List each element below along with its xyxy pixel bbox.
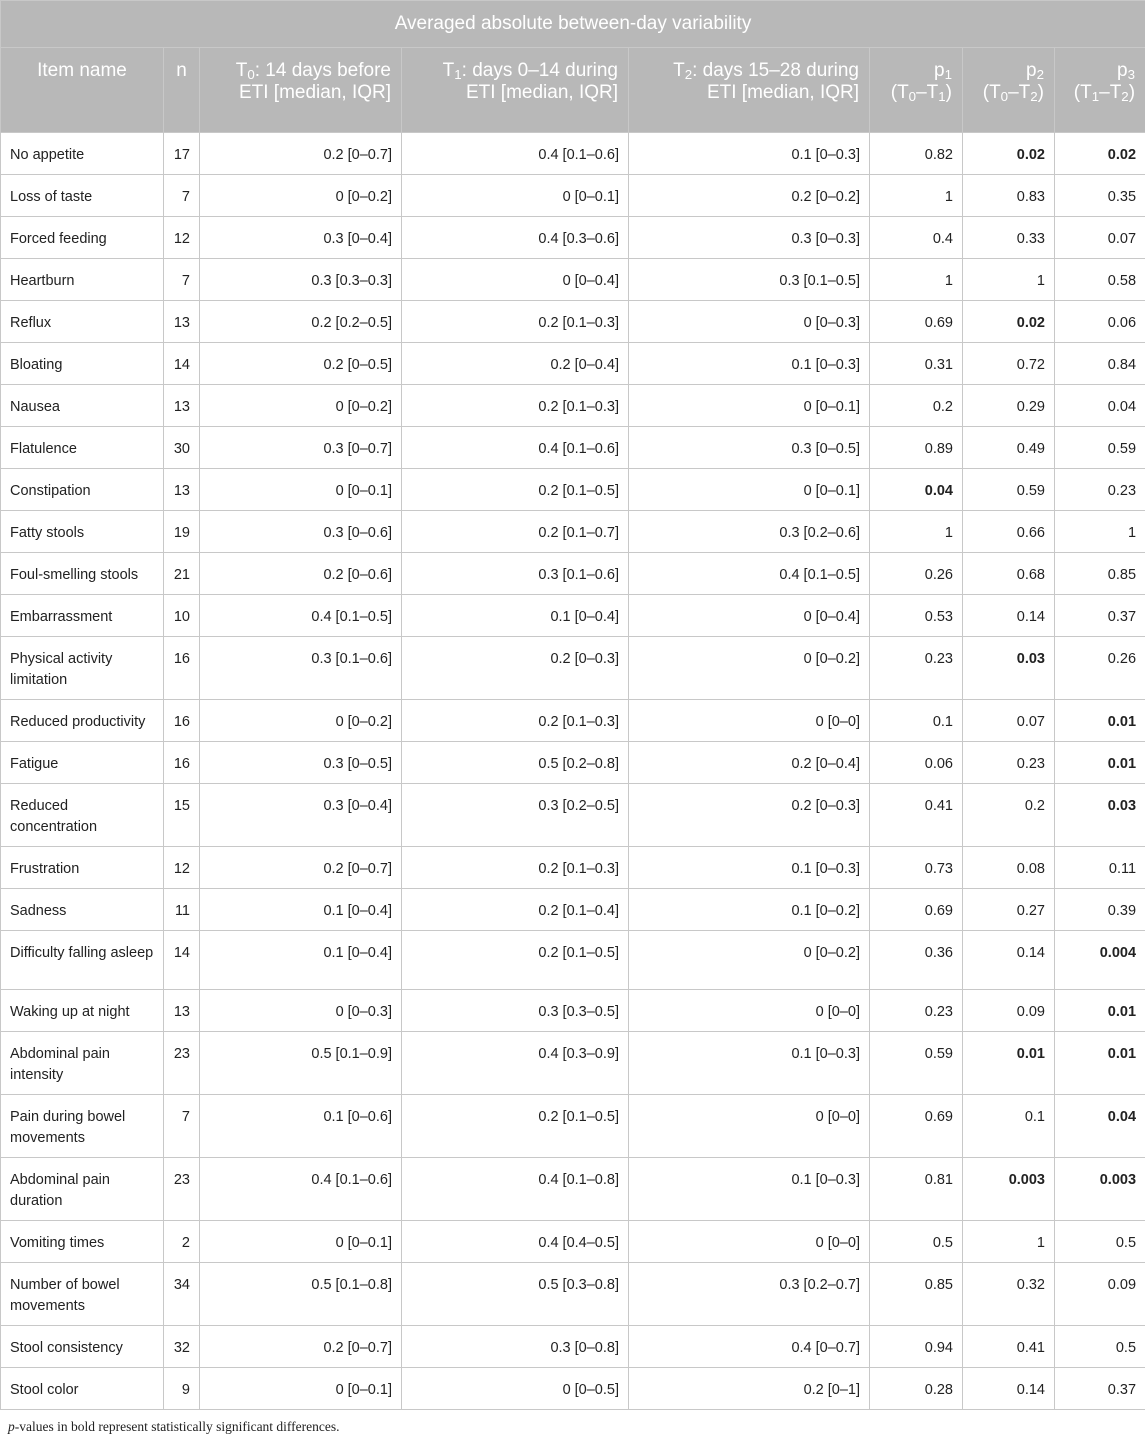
n-cell: 11 bbox=[164, 889, 200, 931]
n-cell: 14 bbox=[164, 343, 200, 385]
t0-cell: 0 [0–0.2] bbox=[200, 700, 402, 742]
p3-cell: 0.85 bbox=[1055, 553, 1145, 595]
t2-cell: 0 [0–0] bbox=[629, 1095, 870, 1158]
n-cell: 2 bbox=[164, 1221, 200, 1263]
p1-cell: 0.69 bbox=[870, 1095, 963, 1158]
t2-cell: 0.2 [0–0.2] bbox=[629, 175, 870, 217]
table-row bbox=[1, 133, 1145, 175]
t2-cell: 0 [0–0.4] bbox=[629, 595, 870, 637]
n-cell: 17 bbox=[164, 133, 200, 175]
t2-cell: 0 [0–0] bbox=[629, 990, 870, 1032]
p2-cell: 0.29 bbox=[963, 385, 1055, 427]
item-name-cell: Flatulence bbox=[1, 427, 164, 469]
t1-cell: 0 [0–0.5] bbox=[402, 1368, 629, 1410]
p2-cell: 1 bbox=[963, 259, 1055, 301]
table-row bbox=[1, 1158, 1145, 1221]
p3-cell: 0.06 bbox=[1055, 301, 1145, 343]
p1-cell: 0.23 bbox=[870, 637, 963, 700]
t0-cell: 0.2 [0–0.7] bbox=[200, 133, 402, 175]
p3-cell: 0.09 bbox=[1055, 1263, 1145, 1326]
p3-cell: 0.01 bbox=[1055, 1032, 1145, 1095]
t0-cell: 0.3 [0–0.6] bbox=[200, 511, 402, 553]
p2-cell: 0.03 bbox=[963, 637, 1055, 700]
t0-cell: 0.3 [0.1–0.6] bbox=[200, 637, 402, 700]
p2-cell: 0.1 bbox=[963, 1095, 1055, 1158]
t1-cell: 0 [0–0.4] bbox=[402, 259, 629, 301]
t2-cell: 0.2 [0–0.3] bbox=[629, 784, 870, 847]
item-name-cell: Physical activity limitation bbox=[1, 637, 164, 700]
header-t2: $T_2$: days 15–28 during ETI [median, IQR] bbox=[629, 48, 870, 133]
table-row bbox=[1, 385, 1145, 427]
p3-cell: 0.04 bbox=[1055, 385, 1145, 427]
p3-cell: 0.26 bbox=[1055, 637, 1145, 700]
table-row bbox=[1, 1221, 1145, 1263]
n-cell: 7 bbox=[164, 259, 200, 301]
item-name-cell: Fatigue bbox=[1, 742, 164, 784]
t0-cell: 0 [0–0.3] bbox=[200, 990, 402, 1032]
item-name-cell: Reduced concentration bbox=[1, 784, 164, 847]
t1-cell: 0.3 [0.1–0.6] bbox=[402, 553, 629, 595]
p1-cell: 0.69 bbox=[870, 889, 963, 931]
t1-cell: 0.4 [0.1–0.8] bbox=[402, 1158, 629, 1221]
t1-cell: 0.5 [0.2–0.8] bbox=[402, 742, 629, 784]
p2-cell: 0.41 bbox=[963, 1326, 1055, 1368]
table-row bbox=[1, 343, 1145, 385]
p2-cell: 0.72 bbox=[963, 343, 1055, 385]
p3-cell: 0.11 bbox=[1055, 847, 1145, 889]
n-cell: 16 bbox=[164, 637, 200, 700]
t1-cell: 0.3 [0.2–0.5] bbox=[402, 784, 629, 847]
table-row bbox=[1, 700, 1145, 742]
p3-cell: 0.07 bbox=[1055, 217, 1145, 259]
n-cell: 10 bbox=[164, 595, 200, 637]
t1-cell: 0.2 [0–0.4] bbox=[402, 343, 629, 385]
t0-cell: 0.5 [0.1–0.9] bbox=[200, 1032, 402, 1095]
table-row bbox=[1, 511, 1145, 553]
t1-cell: 0.2 [0.1–0.3] bbox=[402, 301, 629, 343]
t0-cell: 0.3 [0–0.5] bbox=[200, 742, 402, 784]
t0-cell: 0.4 [0.1–0.5] bbox=[200, 595, 402, 637]
t2-cell: 0.1 [0–0.2] bbox=[629, 889, 870, 931]
table-row bbox=[1, 889, 1145, 931]
t0-cell: 0.4 [0.1–0.6] bbox=[200, 1158, 402, 1221]
t2-cell: 0.4 [0.1–0.5] bbox=[629, 553, 870, 595]
t2-cell: 0.3 [0–0.5] bbox=[629, 427, 870, 469]
table-row bbox=[1, 1263, 1145, 1326]
p3-cell: 0.03 bbox=[1055, 784, 1145, 847]
p1-cell: 0.1 bbox=[870, 700, 963, 742]
item-name-cell: Difficulty falling asleep bbox=[1, 931, 164, 990]
t1-cell: 0.2 [0.1–0.4] bbox=[402, 889, 629, 931]
p2-cell: 0.07 bbox=[963, 700, 1055, 742]
p3-cell: 0.5 bbox=[1055, 1221, 1145, 1263]
t2-cell: 0.1 [0–0.3] bbox=[629, 847, 870, 889]
n-cell: 15 bbox=[164, 784, 200, 847]
t0-cell: 0 [0–0.1] bbox=[200, 1221, 402, 1263]
t1-cell: 0.3 [0.3–0.5] bbox=[402, 990, 629, 1032]
p1-cell: 0.4 bbox=[870, 217, 963, 259]
p2-cell: 0.27 bbox=[963, 889, 1055, 931]
p1-cell: 0.73 bbox=[870, 847, 963, 889]
item-name-cell: Reflux bbox=[1, 301, 164, 343]
t1-cell: 0.2 [0–0.3] bbox=[402, 637, 629, 700]
header-n: n bbox=[164, 48, 200, 133]
p1-cell: 1 bbox=[870, 175, 963, 217]
n-cell: 32 bbox=[164, 1326, 200, 1368]
item-name-cell: Vomiting times bbox=[1, 1221, 164, 1263]
p1-cell: 0.36 bbox=[870, 931, 963, 990]
t0-cell: 0.3 [0–0.4] bbox=[200, 784, 402, 847]
t2-cell: 0.3 [0.2–0.6] bbox=[629, 511, 870, 553]
t2-cell: 0.1 [0–0.3] bbox=[629, 133, 870, 175]
t2-cell: 0.4 [0–0.7] bbox=[629, 1326, 870, 1368]
p1-cell: 0.2 bbox=[870, 385, 963, 427]
t0-cell: 0 [0–0.2] bbox=[200, 385, 402, 427]
t1-cell: 0.3 [0–0.8] bbox=[402, 1326, 629, 1368]
t1-cell: 0.2 [0.1–0.5] bbox=[402, 469, 629, 511]
table-title: Averaged absolute between-day variability bbox=[1, 1, 1145, 48]
item-name-cell: Fatty stools bbox=[1, 511, 164, 553]
t1-cell: 0.4 [0.3–0.6] bbox=[402, 217, 629, 259]
n-cell: 13 bbox=[164, 385, 200, 427]
t0-cell: 0.2 [0–0.7] bbox=[200, 1326, 402, 1368]
n-cell: 30 bbox=[164, 427, 200, 469]
t1-cell: 0.2 [0.1–0.5] bbox=[402, 931, 629, 990]
item-name-cell: Nausea bbox=[1, 385, 164, 427]
n-cell: 21 bbox=[164, 553, 200, 595]
p3-cell: 0.35 bbox=[1055, 175, 1145, 217]
t2-cell: 0 [0–0.3] bbox=[629, 301, 870, 343]
n-cell: 23 bbox=[164, 1032, 200, 1095]
n-cell: 34 bbox=[164, 1263, 200, 1326]
t2-cell: 0 [0–0.2] bbox=[629, 931, 870, 990]
t0-cell: 0.2 [0–0.6] bbox=[200, 553, 402, 595]
t1-cell: 0.2 [0.1–0.3] bbox=[402, 847, 629, 889]
p3-cell: 0.58 bbox=[1055, 259, 1145, 301]
item-name-cell: Abdominal pain intensity bbox=[1, 1032, 164, 1095]
header-t1: $T_1$: days 0–14 during ETI [median, IQR] bbox=[402, 48, 629, 133]
t1-cell: 0.1 [0–0.4] bbox=[402, 595, 629, 637]
p2-cell: 0.01 bbox=[963, 1032, 1055, 1095]
t0-cell: 0.1 [0–0.6] bbox=[200, 1095, 402, 1158]
p3-cell: 0.01 bbox=[1055, 990, 1145, 1032]
t1-cell: 0.2 [0.1–0.3] bbox=[402, 385, 629, 427]
n-cell: 13 bbox=[164, 990, 200, 1032]
table-row bbox=[1, 784, 1145, 847]
p3-cell: 0.004 bbox=[1055, 931, 1145, 990]
p2-cell: 0.83 bbox=[963, 175, 1055, 217]
p3-cell: 0.59 bbox=[1055, 427, 1145, 469]
t1-cell: 0.4 [0.1–0.6] bbox=[402, 133, 629, 175]
table-row bbox=[1, 469, 1145, 511]
n-cell: 14 bbox=[164, 931, 200, 990]
item-name-cell: Waking up at night bbox=[1, 990, 164, 1032]
item-name-cell: Embarrassment bbox=[1, 595, 164, 637]
n-cell: 12 bbox=[164, 217, 200, 259]
t2-cell: 0 [0–0.1] bbox=[629, 385, 870, 427]
p2-cell: 0.09 bbox=[963, 990, 1055, 1032]
p2-cell: 0.33 bbox=[963, 217, 1055, 259]
p2-cell: 0.14 bbox=[963, 1368, 1055, 1410]
n-cell: 16 bbox=[164, 742, 200, 784]
t2-cell: 0.3 [0–0.3] bbox=[629, 217, 870, 259]
item-name-cell: Number of bowel movements bbox=[1, 1263, 164, 1326]
item-name-cell: Stool color bbox=[1, 1368, 164, 1410]
t0-cell: 0.1 [0–0.4] bbox=[200, 931, 402, 990]
p1-cell: 0.69 bbox=[870, 301, 963, 343]
p2-cell: 0.2 bbox=[963, 784, 1055, 847]
item-name-cell: Bloating bbox=[1, 343, 164, 385]
table-row bbox=[1, 1368, 1145, 1410]
item-name-cell: Stool consistency bbox=[1, 1326, 164, 1368]
p2-cell: 0.59 bbox=[963, 469, 1055, 511]
t1-cell: 0.4 [0.4–0.5] bbox=[402, 1221, 629, 1263]
header-p3: $p_3$ $(T_1-T_2)$ bbox=[1055, 48, 1145, 133]
item-name-cell: Frustration bbox=[1, 847, 164, 889]
n-cell: 13 bbox=[164, 469, 200, 511]
t1-cell: 0.2 [0.1–0.3] bbox=[402, 700, 629, 742]
table-footnote: p-values in bold represent statistically significant differences. bbox=[0, 1410, 1145, 1435]
t0-cell: 0 [0–0.2] bbox=[200, 175, 402, 217]
p2-cell: 0.02 bbox=[963, 133, 1055, 175]
p3-cell: 0.04 bbox=[1055, 1095, 1145, 1158]
p3-cell: 0.01 bbox=[1055, 700, 1145, 742]
p1-cell: 0.5 bbox=[870, 1221, 963, 1263]
p1-cell: 0.53 bbox=[870, 595, 963, 637]
p3-cell: 0.37 bbox=[1055, 1368, 1145, 1410]
t2-cell: 0.1 [0–0.3] bbox=[629, 1032, 870, 1095]
p2-cell: 0.14 bbox=[963, 931, 1055, 990]
p2-cell: 0.08 bbox=[963, 847, 1055, 889]
n-cell: 12 bbox=[164, 847, 200, 889]
t0-cell: 0 [0–0.1] bbox=[200, 469, 402, 511]
n-cell: 7 bbox=[164, 175, 200, 217]
p1-cell: 0.26 bbox=[870, 553, 963, 595]
item-name-cell: Heartburn bbox=[1, 259, 164, 301]
p1-cell: 0.59 bbox=[870, 1032, 963, 1095]
table-row bbox=[1, 1032, 1145, 1095]
table-row bbox=[1, 847, 1145, 889]
p2-cell: 0.32 bbox=[963, 1263, 1055, 1326]
n-cell: 13 bbox=[164, 301, 200, 343]
table-row bbox=[1, 931, 1145, 990]
p3-cell: 0.84 bbox=[1055, 343, 1145, 385]
header-p1: $p_1$ $(T_0-T_1)$ bbox=[870, 48, 963, 133]
item-name-cell: No appetite bbox=[1, 133, 164, 175]
table-row bbox=[1, 637, 1145, 700]
t0-cell: 0.3 [0.3–0.3] bbox=[200, 259, 402, 301]
p2-cell: 0.02 bbox=[963, 301, 1055, 343]
item-name-cell: Foul-smelling stools bbox=[1, 553, 164, 595]
p1-cell: 0.94 bbox=[870, 1326, 963, 1368]
table-row bbox=[1, 259, 1145, 301]
p2-cell: 1 bbox=[963, 1221, 1055, 1263]
p2-cell: 0.49 bbox=[963, 427, 1055, 469]
t1-cell: 0.4 [0.3–0.9] bbox=[402, 1032, 629, 1095]
p1-cell: 0.81 bbox=[870, 1158, 963, 1221]
t1-cell: 0.2 [0.1–0.7] bbox=[402, 511, 629, 553]
p1-cell: 0.89 bbox=[870, 427, 963, 469]
item-name-cell: Loss of taste bbox=[1, 175, 164, 217]
table-row bbox=[1, 175, 1145, 217]
item-name-cell: Abdominal pain duration bbox=[1, 1158, 164, 1221]
t2-cell: 0.2 [0–0.4] bbox=[629, 742, 870, 784]
t2-cell: 0.1 [0–0.3] bbox=[629, 343, 870, 385]
n-cell: 16 bbox=[164, 700, 200, 742]
t0-cell: 0 [0–0.1] bbox=[200, 1368, 402, 1410]
p3-cell: 0.37 bbox=[1055, 595, 1145, 637]
table-row bbox=[1, 301, 1145, 343]
table-row bbox=[1, 742, 1145, 784]
item-name-cell: Reduced productivity bbox=[1, 700, 164, 742]
p1-cell: 0.23 bbox=[870, 990, 963, 1032]
p3-cell: 0.23 bbox=[1055, 469, 1145, 511]
p1-cell: 0.28 bbox=[870, 1368, 963, 1410]
header-item-name: Item name bbox=[1, 48, 164, 133]
t0-cell: 0.3 [0–0.4] bbox=[200, 217, 402, 259]
n-cell: 19 bbox=[164, 511, 200, 553]
p3-cell: 0.003 bbox=[1055, 1158, 1145, 1221]
p2-cell: 0.003 bbox=[963, 1158, 1055, 1221]
t0-cell: 0.5 [0.1–0.8] bbox=[200, 1263, 402, 1326]
p3-cell: 0.02 bbox=[1055, 133, 1145, 175]
p1-cell: 1 bbox=[870, 511, 963, 553]
table-row bbox=[1, 1326, 1145, 1368]
table-row bbox=[1, 990, 1145, 1032]
item-name-cell: Sadness bbox=[1, 889, 164, 931]
t0-cell: 0.2 [0–0.5] bbox=[200, 343, 402, 385]
t2-cell: 0 [0–0.1] bbox=[629, 469, 870, 511]
item-name-cell: Pain during bowel movements bbox=[1, 1095, 164, 1158]
t0-cell: 0.3 [0–0.7] bbox=[200, 427, 402, 469]
p1-cell: 0.41 bbox=[870, 784, 963, 847]
n-cell: 7 bbox=[164, 1095, 200, 1158]
table-row bbox=[1, 595, 1145, 637]
t2-cell: 0 [0–0] bbox=[629, 1221, 870, 1263]
t0-cell: 0.2 [0.2–0.5] bbox=[200, 301, 402, 343]
p1-cell: 0.82 bbox=[870, 133, 963, 175]
p2-cell: 0.68 bbox=[963, 553, 1055, 595]
p3-cell: 1 bbox=[1055, 511, 1145, 553]
p1-cell: 0.31 bbox=[870, 343, 963, 385]
p1-cell: 1 bbox=[870, 259, 963, 301]
p1-cell: 0.04 bbox=[870, 469, 963, 511]
t1-cell: 0.5 [0.3–0.8] bbox=[402, 1263, 629, 1326]
t2-cell: 0 [0–0.2] bbox=[629, 637, 870, 700]
t2-cell: 0 [0–0] bbox=[629, 700, 870, 742]
p2-cell: 0.14 bbox=[963, 595, 1055, 637]
item-name-cell: Forced feeding bbox=[1, 217, 164, 259]
t1-cell: 0 [0–0.1] bbox=[402, 175, 629, 217]
n-cell: 9 bbox=[164, 1368, 200, 1410]
t2-cell: 0.3 [0.2–0.7] bbox=[629, 1263, 870, 1326]
table-body bbox=[1, 133, 1145, 1410]
header-t0: $T_0$: 14 days before ETI [median, IQR] bbox=[200, 48, 402, 133]
p1-cell: 0.06 bbox=[870, 742, 963, 784]
table-row bbox=[1, 1095, 1145, 1158]
t2-cell: 0.1 [0–0.3] bbox=[629, 1158, 870, 1221]
p1-cell: 0.85 bbox=[870, 1263, 963, 1326]
item-name-cell: Constipation bbox=[1, 469, 164, 511]
t2-cell: 0.2 [0–1] bbox=[629, 1368, 870, 1410]
t0-cell: 0.2 [0–0.7] bbox=[200, 847, 402, 889]
t1-cell: 0.4 [0.1–0.6] bbox=[402, 427, 629, 469]
p2-cell: 0.66 bbox=[963, 511, 1055, 553]
p3-cell: 0.01 bbox=[1055, 742, 1145, 784]
t0-cell: 0.1 [0–0.4] bbox=[200, 889, 402, 931]
table-row bbox=[1, 553, 1145, 595]
p3-cell: 0.39 bbox=[1055, 889, 1145, 931]
header-p2: $p_2$ $(T_0-T_2)$ bbox=[963, 48, 1055, 133]
table-row bbox=[1, 427, 1145, 469]
n-cell: 23 bbox=[164, 1158, 200, 1221]
t1-cell: 0.2 [0.1–0.5] bbox=[402, 1095, 629, 1158]
p3-cell: 0.5 bbox=[1055, 1326, 1145, 1368]
table-row bbox=[1, 217, 1145, 259]
t2-cell: 0.3 [0.1–0.5] bbox=[629, 259, 870, 301]
p2-cell: 0.23 bbox=[963, 742, 1055, 784]
